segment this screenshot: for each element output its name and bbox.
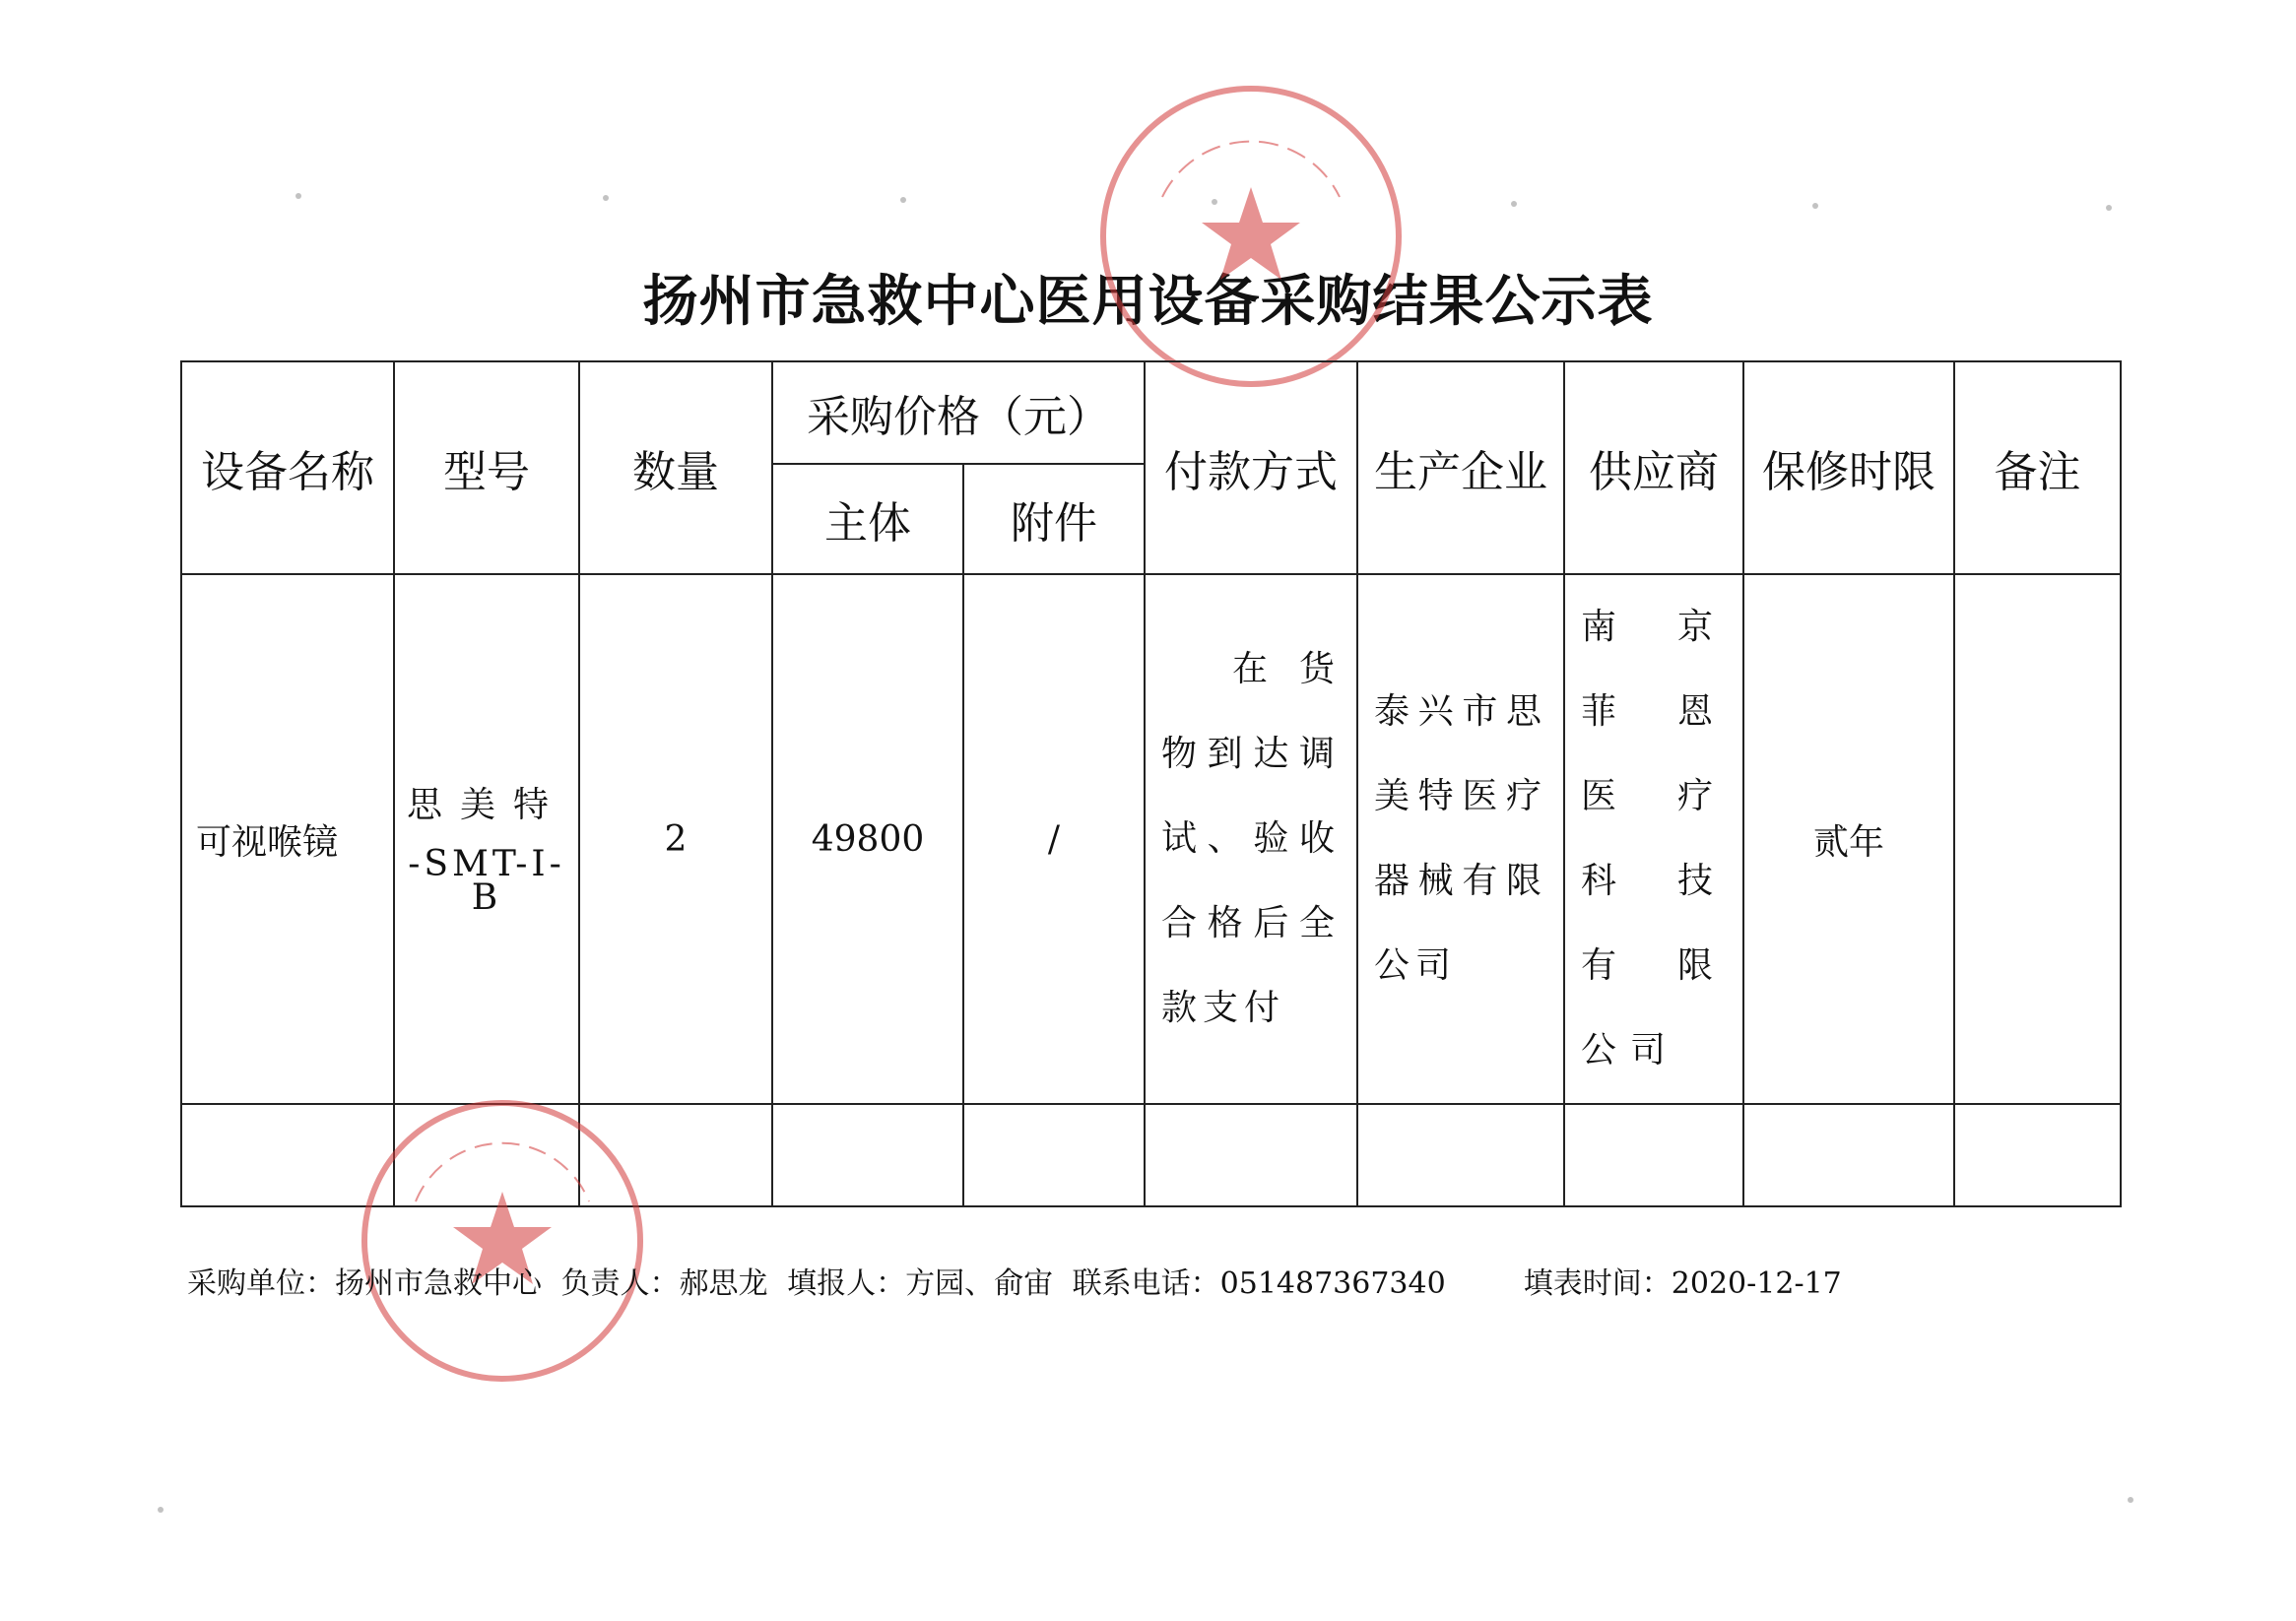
header-payment-method: 付款方式	[1144, 360, 1358, 575]
footer-unit-value: 扬州市急救中心	[335, 1266, 542, 1301]
cell-remarks	[1953, 573, 2122, 1105]
header-remarks: 备注	[1953, 360, 2122, 575]
footer-phone-value: 051487367340	[1219, 1266, 1446, 1301]
empty-cell	[1356, 1103, 1565, 1207]
footer-leader-label: 负责人：	[560, 1266, 680, 1301]
scan-speck	[900, 197, 906, 203]
cell-price-accessory: /	[962, 573, 1146, 1105]
footer-reporter-value: 方园、俞宙	[905, 1266, 1054, 1301]
scan-speck	[1511, 201, 1517, 207]
cell-quantity: 2	[578, 573, 773, 1105]
scan-speck	[603, 195, 609, 201]
header-price-accessory: 附件	[962, 463, 1146, 575]
scan-speck	[1812, 203, 1818, 209]
footer-date-label: 填表时间：	[1523, 1266, 1672, 1301]
header-device-name: 设备名称	[180, 360, 395, 575]
model-line-1: 思美特	[406, 785, 566, 825]
empty-cell	[1144, 1103, 1358, 1207]
header-supplier: 供应商	[1563, 360, 1744, 575]
document-title: 扬州市急救中心医用设备采购结果公示表	[642, 270, 1654, 334]
footer-reporter-label: 填报人：	[787, 1266, 906, 1301]
cell-supplier	[1563, 573, 1744, 1105]
cell-price-main: 49800	[771, 573, 964, 1105]
procurement-table	[180, 360, 2122, 1207]
footer-info	[187, 1259, 2157, 1302]
empty-cell	[1953, 1103, 2122, 1207]
model-line-2: -SMT-I-B	[408, 844, 565, 918]
empty-cell	[771, 1103, 964, 1207]
payment-method-text: 在货物到达调试、验收合格后全款支付	[1161, 649, 1341, 1028]
scan-speck	[158, 1507, 164, 1513]
empty-cell	[1563, 1103, 1744, 1207]
scan-speck	[2106, 205, 2112, 211]
empty-cell	[1742, 1103, 1955, 1207]
header-model: 型号	[393, 360, 580, 575]
header-quantity: 数量	[578, 360, 773, 575]
cell-device-name: 可视喉镜	[180, 573, 395, 1105]
cell-model	[393, 573, 580, 1105]
cell-warranty: 贰年	[1742, 573, 1955, 1105]
manufacturer-text: 泰兴市思美特医疗器械有限公司	[1374, 691, 1547, 986]
footer-date-value: 2020-12-17	[1671, 1266, 1842, 1301]
header-warranty: 保修时限	[1742, 360, 1955, 575]
footer-phone-label: 联系电话：	[1072, 1266, 1220, 1301]
header-manufacturer: 生产企业	[1356, 360, 1565, 575]
empty-cell	[962, 1103, 1146, 1207]
cell-manufacturer	[1356, 573, 1565, 1105]
header-price-main: 主体	[771, 463, 964, 575]
scan-speck	[295, 193, 301, 199]
official-seal-top	[1093, 79, 1409, 394]
header-price-group: 采购价格（元）	[771, 360, 1146, 465]
official-seal-bottom	[355, 1093, 650, 1389]
supplier-text: 南京菲恩医疗科技有限公司	[1581, 607, 1727, 1070]
footer-unit-label: 采购单位：	[187, 1266, 335, 1301]
footer-leader-value: 郝思龙	[679, 1266, 768, 1301]
cell-payment-method	[1144, 573, 1358, 1105]
scan-speck	[2128, 1497, 2133, 1503]
